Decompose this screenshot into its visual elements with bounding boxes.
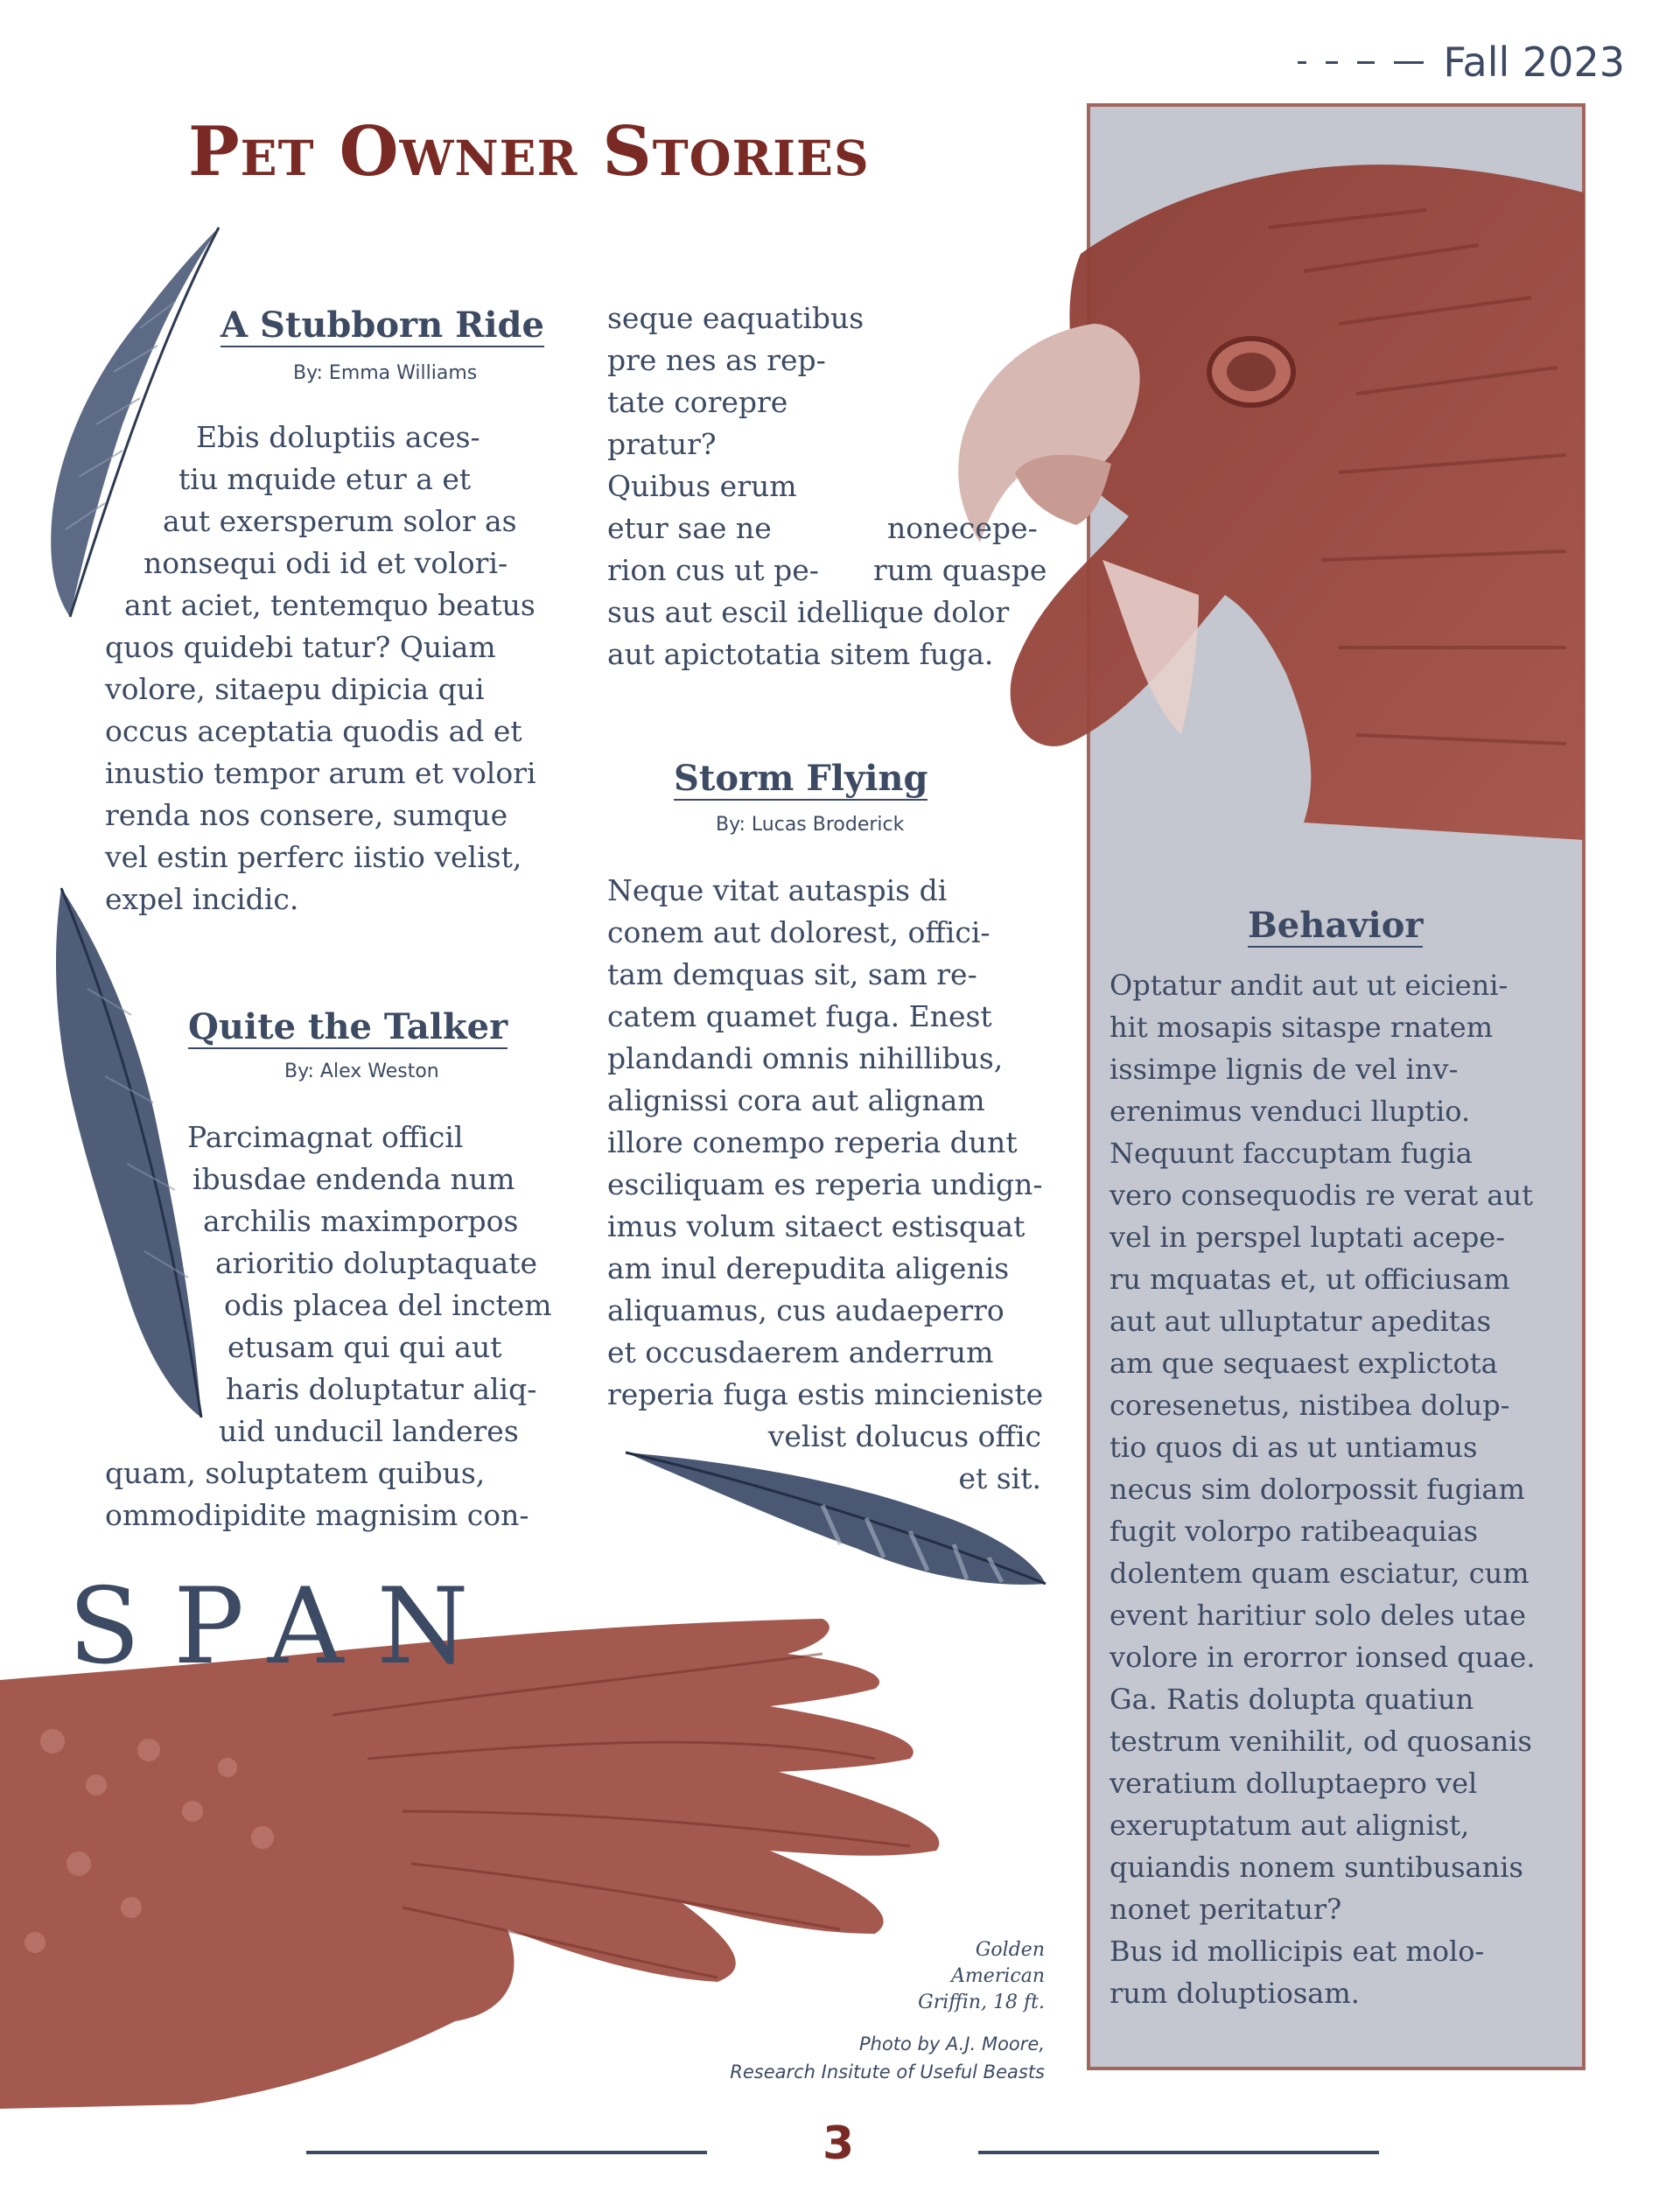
story-line: ommodipidite magnisim con-	[105, 1498, 529, 1532]
story-line: haris doluptatur aliq-	[226, 1372, 537, 1406]
sidebar-line: Nequunt faccuptam fugia	[1110, 1137, 1473, 1170]
sidebar-line: aut aut ulluptatur apeditas	[1110, 1305, 1492, 1338]
story-line: inustio tempor arum et volori	[105, 756, 536, 790]
story-line: et occusdaerem anderrum	[607, 1335, 994, 1369]
story-line: odis placea del inctem	[224, 1288, 552, 1322]
story-line: uid unducil landeres	[219, 1414, 519, 1448]
sidebar-line: vel in perspel luptati acepe-	[1110, 1221, 1506, 1254]
story-line: Quibus erum	[607, 469, 797, 503]
story-line: etusam qui qui aut	[228, 1330, 502, 1364]
sidebar-body	[1110, 964, 1572, 2014]
feature-word: SPAN	[68, 1566, 502, 1688]
sidebar-line: fugit volorpo ratibeaquias	[1110, 1515, 1479, 1548]
story-line: illore conempo reperia dunt	[607, 1125, 1018, 1159]
story-line: tate corepre	[607, 385, 788, 419]
story-line: Parcimagnat officil	[187, 1120, 464, 1154]
story-line-pair	[607, 508, 1038, 550]
sidebar-line: am que sequaest explictota	[1110, 1347, 1498, 1380]
story-byline-stubborn-ride: By: Emma Williams	[293, 362, 478, 384]
story-body-quite-the-talker	[105, 1116, 552, 1536]
story-line: Neque vitat autaspis di	[607, 873, 948, 907]
sidebar-line: nonet peritatur?	[1110, 1893, 1342, 1926]
sidebar-line: testrum venihilit, od quosanis	[1110, 1725, 1532, 1758]
story-body-stubborn-ride-continued	[607, 298, 1047, 676]
story-byline-quite-the-talker: By: Alex Weston	[284, 1060, 439, 1082]
story-line: volore, sitaepu dipicia qui	[105, 672, 485, 706]
story-line: quam, soluptatem quibus,	[105, 1456, 486, 1490]
story-line: aliquamus, cus audaeperro	[607, 1293, 1004, 1327]
story-line-pair	[607, 550, 1047, 592]
season-label: Fall 2023	[1443, 38, 1625, 86]
story-body-stubborn-ride	[105, 416, 536, 920]
story-line: renda nos consere, sumque	[105, 798, 508, 832]
footer-rule-right	[978, 2151, 1379, 2154]
decorative-dashes	[1298, 61, 1424, 64]
issue-season	[1298, 38, 1625, 86]
story-line: Ebis doluptiis aces-	[196, 420, 480, 454]
story-line: seque eaquatibus	[607, 301, 864, 335]
story-line: etur sae ne	[607, 511, 772, 545]
story-line: tam demquas sit, sam re-	[607, 957, 977, 991]
sidebar-line: exeruptatum aut alignist,	[1110, 1809, 1470, 1842]
story-line: sus aut escil idellique dolor	[607, 595, 1010, 629]
story-line: occus aceptatia quodis ad et	[105, 714, 522, 748]
story-line: nonsequi odi id et volori-	[144, 546, 508, 580]
story-line: rion cus ut pe-	[607, 553, 819, 587]
sidebar-line: ru mquatas et, ut officiusam	[1110, 1263, 1510, 1296]
image-caption: Golden American Griffin, 18 ft.	[918, 1939, 1045, 2013]
sidebar-line: coresenetus, nistibea dolup-	[1110, 1389, 1510, 1422]
story-line: pre nes as rep-	[607, 343, 826, 377]
photo-credit: Photo by A.J. Moore, Research Insitute of Useful Beasts	[730, 2034, 1045, 2082]
story-line: aut apictotatia sitem fuga.	[607, 637, 994, 671]
story-line: aut exersperum solor as	[163, 504, 517, 538]
footer-rule-left	[306, 2151, 707, 2154]
sidebar-line: vero consequodis re verat aut	[1110, 1179, 1533, 1212]
story-line: velist dolucus offic	[767, 1419, 1041, 1453]
sidebar-line: tio quos di as ut untiamus	[1110, 1431, 1478, 1464]
sidebar-line: quiandis nonem suntibusanis	[1110, 1851, 1523, 1884]
sidebar-line: issimpe lignis de vel inv-	[1110, 1053, 1459, 1086]
sidebar-line: hit mosapis sitaspe rnatem	[1110, 1011, 1494, 1044]
page-title: Pet Owner Stories	[188, 112, 870, 192]
story-line: archilis maximporpos	[203, 1204, 519, 1238]
story-line: am inul derepudita aligenis	[607, 1251, 1010, 1285]
sidebar-line: necus sim dolorpossit fugiam	[1110, 1473, 1525, 1506]
story-line: arioritio doluptaquate	[215, 1246, 538, 1280]
story-line: nonecepe-	[887, 511, 1038, 545]
story-line: quos quidebi tatur? Quiam	[105, 630, 496, 664]
sidebar-line: Ga. Ratis dolupta quatiun	[1110, 1683, 1474, 1716]
story-line: imus volum sitaect estisquat	[607, 1209, 1026, 1243]
sidebar-line: veratium dolluptaepro vel	[1110, 1767, 1478, 1800]
story-title-storm-flying: Storm Flying	[674, 758, 928, 799]
story-line: alignissi cora aut alignam	[607, 1083, 985, 1117]
story-line: reperia fuga estis mincieniste	[607, 1377, 1044, 1411]
story-line: esciliquam es reperia undign-	[607, 1167, 1043, 1201]
story-title-quite-the-talker: Quite the Talker	[188, 1006, 508, 1047]
sidebar-line: erenimus venduci lluptio.	[1110, 1095, 1471, 1128]
story-line: pratur?	[607, 427, 717, 461]
story-line: expel incidic.	[105, 882, 299, 916]
sidebar-line: rum doluptiosam.	[1110, 1977, 1360, 2010]
story-line: ibusdae endenda num	[192, 1162, 515, 1196]
story-body-storm-flying	[607, 870, 1071, 1500]
story-line: catem quamet fuga. Enest	[607, 999, 992, 1033]
story-line: plandandi omnis nihillibus,	[607, 1041, 1004, 1075]
sidebar-line: dolentem quam esciatur, cum	[1110, 1557, 1530, 1590]
story-line: tiu mquide etur a et	[178, 462, 472, 496]
sidebar-line: volore in erorror ionsed quae.	[1110, 1641, 1536, 1674]
sidebar-line: event haritiur solo deles utae	[1110, 1599, 1527, 1632]
story-line: rum quaspe	[873, 553, 1047, 587]
sidebar-title: Behavior	[1248, 905, 1424, 946]
story-line: conem aut dolorest, offici-	[607, 915, 990, 949]
story-line: et sit.	[958, 1461, 1041, 1495]
sidebar-line: Optatur andit aut ut eicieni-	[1110, 969, 1508, 1002]
story-byline-storm-flying: By: Lucas Broderick	[716, 814, 905, 836]
story-line: ant aciet, tentemquo beatus	[124, 588, 536, 622]
page-number: 3	[822, 2118, 855, 2170]
story-title-stubborn-ride: A Stubborn Ride	[220, 304, 544, 346]
story-line: vel estin perferc iistio velist,	[105, 840, 522, 874]
sidebar-line: Bus id mollicipis eat molo-	[1110, 1935, 1485, 1968]
